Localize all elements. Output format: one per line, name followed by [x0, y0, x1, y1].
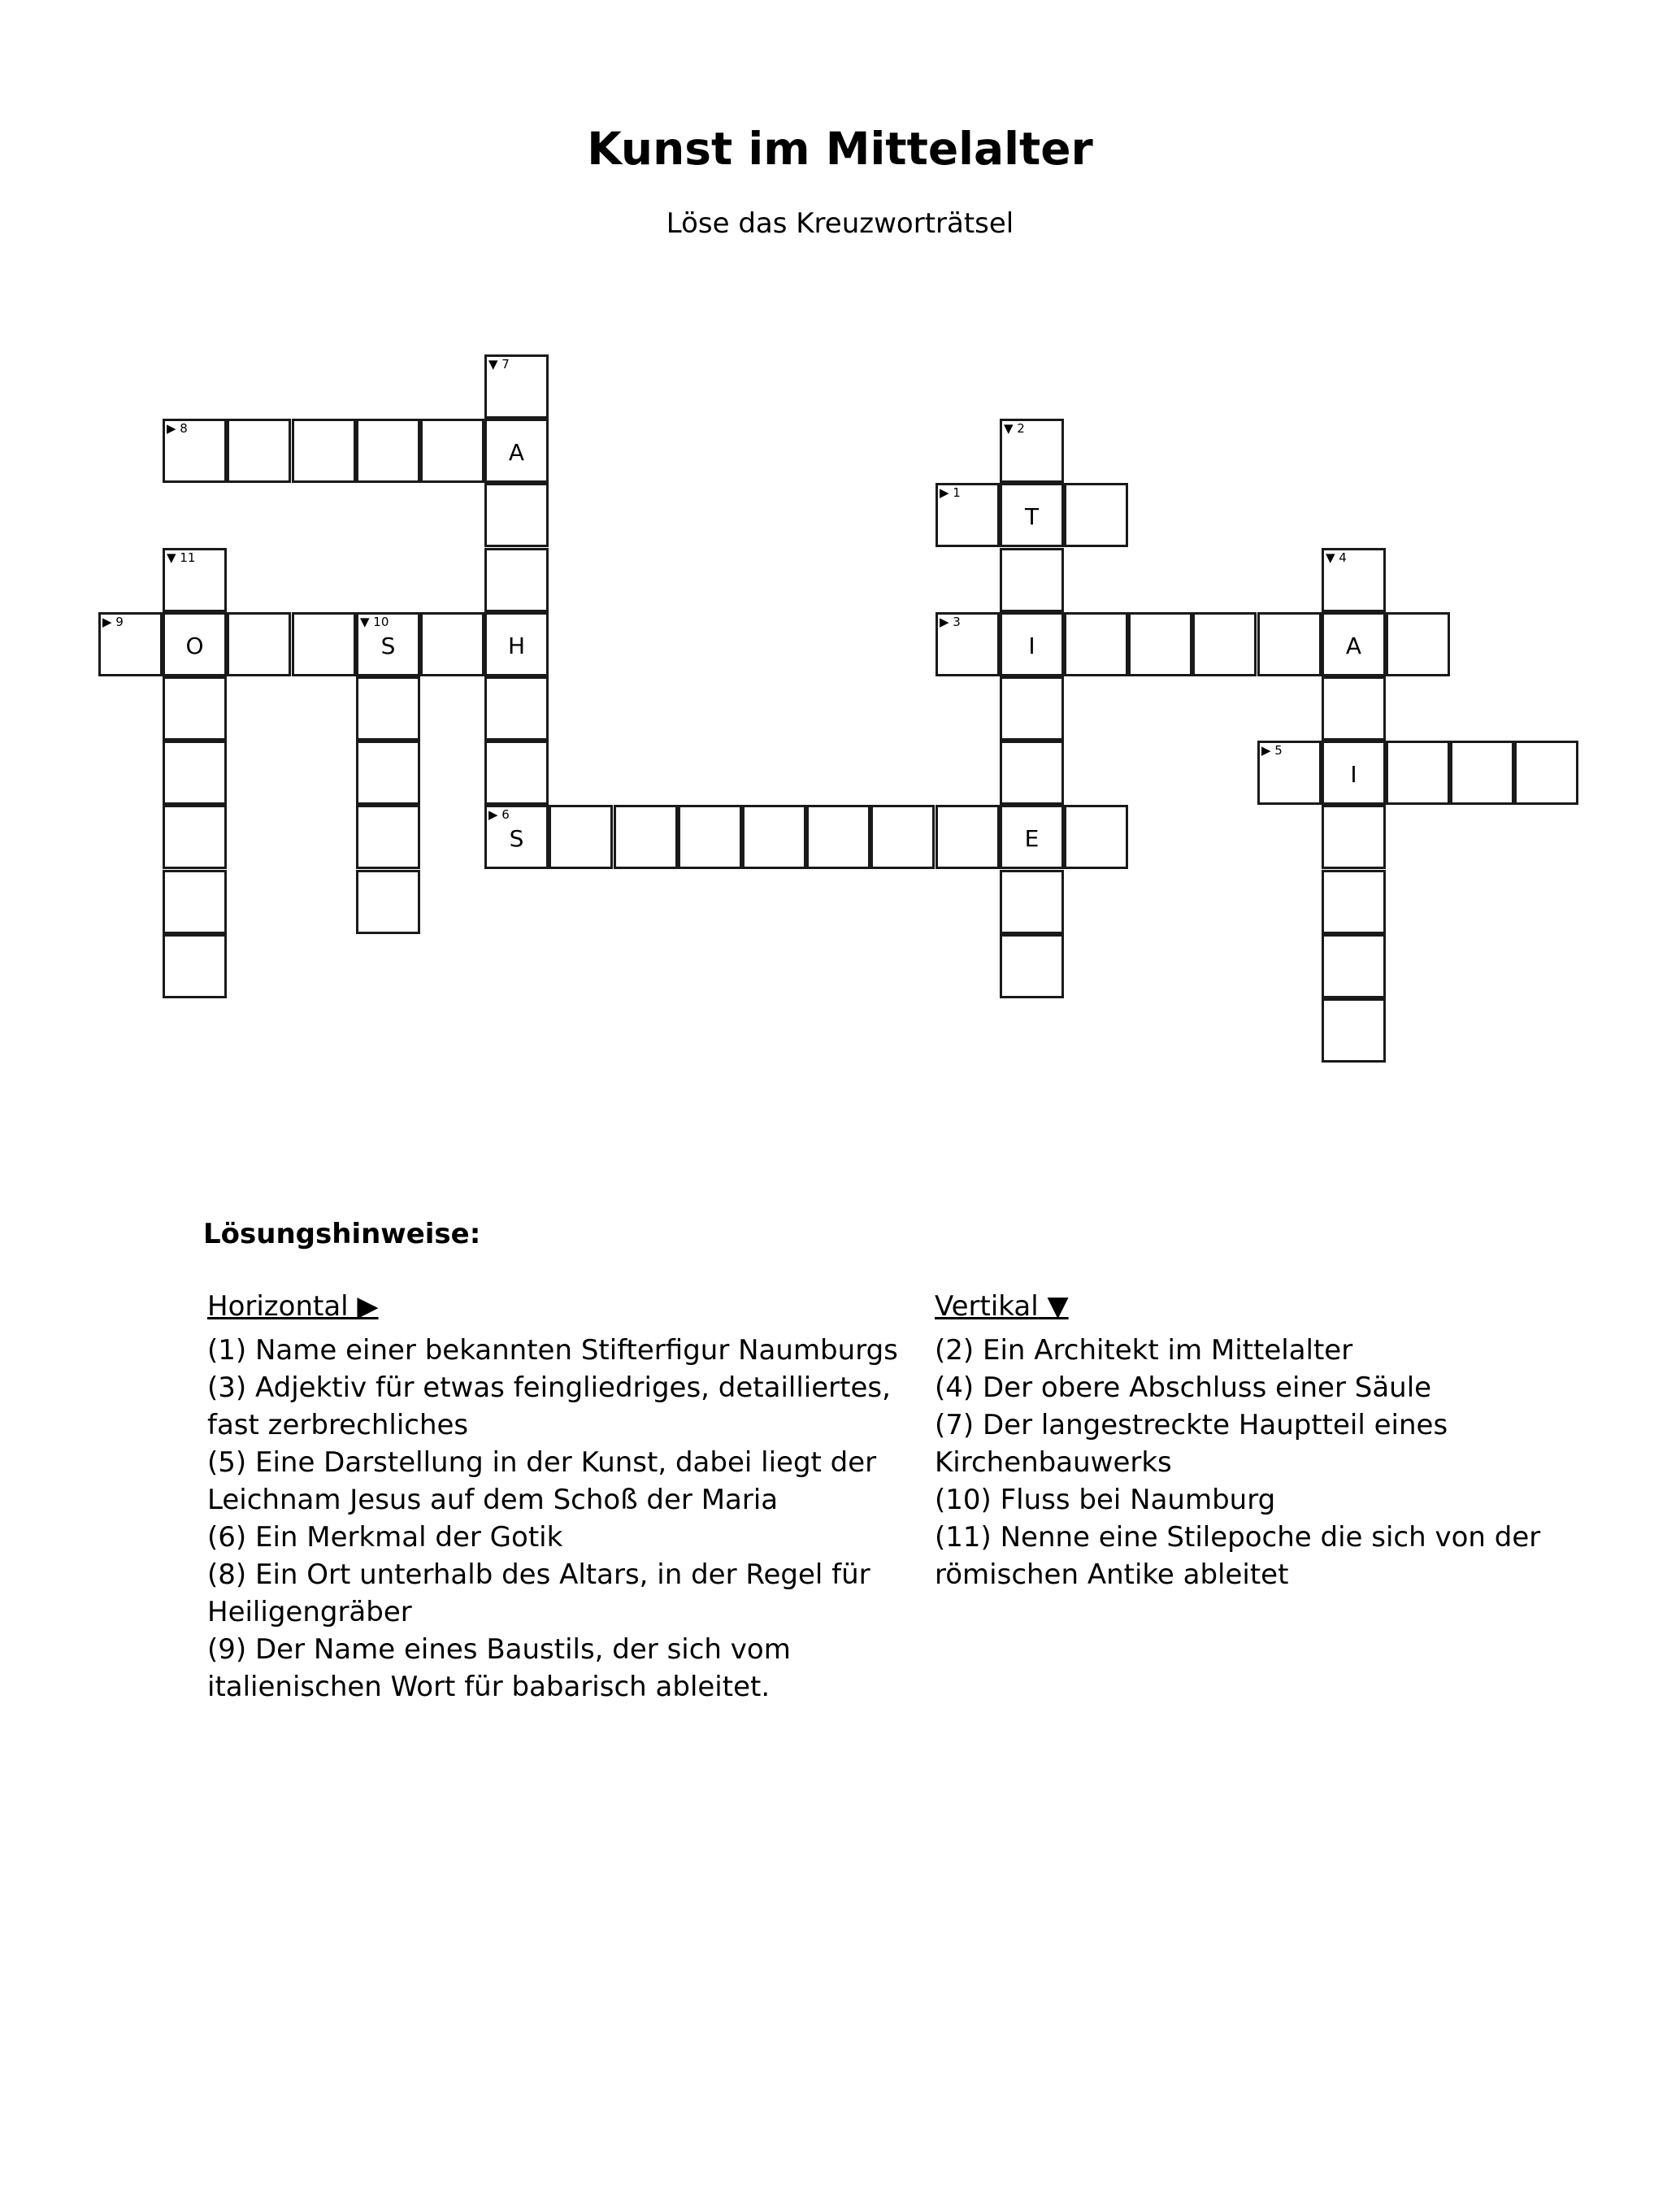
clue-item: (3) Adjektiv für etwas feingliedriges, detailliertes, fast zerbrechliches: [207, 1371, 891, 1441]
vertical-clue-list: [935, 1332, 1585, 1593]
horizontal-clues-column: [207, 1288, 922, 1706]
clue-item: (9) Der Name eines Baustils, der sich vom italienischen Wort für babarisch ableitet.: [207, 1633, 791, 1703]
crossword-cell[interactable]: [163, 870, 227, 934]
clue-item: (10) Fluss bei Naumburg: [935, 1484, 1276, 1516]
cell-letter: T: [1024, 503, 1040, 530]
vertical-label: Vertikal: [935, 1290, 1039, 1323]
crossword-cell[interactable]: [549, 805, 613, 869]
crossword-cell[interactable]: [484, 676, 549, 741]
crossword-cell[interactable]: [1322, 934, 1386, 998]
clue-item: (4) Der obere Abschluss einer Säule: [935, 1371, 1432, 1404]
clue-item: (2) Ein Architekt im Mittelalter: [935, 1334, 1353, 1367]
crossword-cell[interactable]: [163, 934, 227, 998]
clue-item: (6) Ein Merkmal der Gotik: [207, 1521, 563, 1554]
cell-letter: E: [1024, 825, 1040, 852]
arrow-down-icon: ▼: [1047, 1290, 1069, 1323]
crossword-cell[interactable]: [1064, 612, 1128, 676]
crossword-cell[interactable]: [163, 548, 227, 612]
crossword-cell[interactable]: [420, 419, 484, 483]
cell-letter: S: [509, 825, 524, 852]
clue-number: ▶ 8: [167, 421, 188, 436]
crossword-cell[interactable]: [356, 419, 420, 483]
clue-number: ▼ 7: [488, 357, 510, 372]
crossword-cell[interactable]: [1000, 934, 1064, 998]
crossword-cell[interactable]: [484, 741, 549, 805]
crossword-cell[interactable]: [1386, 612, 1450, 676]
crossword-cell[interactable]: [1000, 548, 1064, 612]
cell-letter: I: [1028, 632, 1035, 659]
clue-number: ▼ 10: [360, 615, 389, 629]
crossword-cell[interactable]: [98, 612, 163, 676]
crossword-cell[interactable]: [1000, 419, 1064, 483]
page-subtitle: Löse das Kreuzworträtsel: [666, 207, 1014, 240]
cell-letter: A: [1345, 632, 1362, 659]
crossword-cell[interactable]: [1000, 483, 1064, 547]
crossword-cell[interactable]: [1322, 676, 1386, 741]
crossword-cell[interactable]: [678, 805, 742, 869]
crossword-cell[interactable]: [227, 419, 291, 483]
clue-item: (8) Ein Ort unterhalb des Altars, in der Regel für Heiligengräber: [207, 1558, 870, 1628]
horizontal-label: Horizontal: [207, 1290, 349, 1323]
crossword-cell[interactable]: [1257, 741, 1322, 805]
crossword-cell[interactable]: [163, 676, 227, 741]
cell-letter: S: [380, 632, 396, 659]
crossword-cell[interactable]: [1064, 805, 1128, 869]
crossword-cell[interactable]: [420, 612, 484, 676]
crossword-cell[interactable]: [484, 419, 549, 483]
page-title: Kunst im Mittelalter: [587, 123, 1093, 175]
crossword-cell[interactable]: [484, 354, 549, 419]
clue-item: (11) Nenne eine Stilepoche die sich von der römischen Antike ableitet: [935, 1521, 1541, 1591]
crossword-cell[interactable]: [806, 805, 870, 869]
crossword-cell[interactable]: [484, 805, 549, 869]
clue-number: ▼ 2: [1004, 421, 1025, 436]
crossword-cell[interactable]: [484, 548, 549, 612]
hints-heading: Lösungshinweise:: [203, 1218, 481, 1250]
crossword-cell[interactable]: [1322, 870, 1386, 934]
crossword-cell[interactable]: [356, 870, 420, 934]
crossword-cell[interactable]: [356, 612, 420, 676]
crossword-cell[interactable]: [292, 419, 356, 483]
crossword-cell[interactable]: [1322, 998, 1386, 1063]
cell-letter: A: [508, 439, 525, 466]
clue-number: ▶ 5: [1261, 743, 1283, 758]
crossword-cell[interactable]: [1064, 483, 1128, 547]
crossword-cell[interactable]: [1000, 676, 1064, 741]
crossword-cell[interactable]: [1322, 805, 1386, 869]
clue-number: ▶ 1: [940, 485, 961, 500]
crossword-cell[interactable]: [356, 676, 420, 741]
crossword-cell[interactable]: [163, 741, 227, 805]
crossword-cell[interactable]: [1257, 612, 1322, 676]
crossword-cell[interactable]: [742, 805, 806, 869]
clue-number: ▶ 9: [102, 615, 124, 629]
crossword-cell[interactable]: [1128, 612, 1192, 676]
crossword-cell[interactable]: [1450, 741, 1514, 805]
horizontal-header: [207, 1288, 922, 1325]
clue-item: (7) Der langestreckte Hauptteil eines Kirchenbauwerks: [935, 1409, 1448, 1479]
crossword-cell[interactable]: [356, 741, 420, 805]
crossword-cell[interactable]: [936, 483, 1000, 547]
crossword-cell[interactable]: [1000, 805, 1064, 869]
crossword-cell[interactable]: [292, 612, 356, 676]
crossword-cell[interactable]: [356, 805, 420, 869]
vertical-header: [935, 1288, 1585, 1325]
crossword-cell[interactable]: [1514, 741, 1578, 805]
crossword-cell[interactable]: [1000, 870, 1064, 934]
crossword-cell[interactable]: [1322, 741, 1386, 805]
crossword-cell[interactable]: [1386, 741, 1450, 805]
crossword-cell[interactable]: [1000, 741, 1064, 805]
crossword-cell[interactable]: [870, 805, 935, 869]
crossword-cell[interactable]: [1322, 612, 1386, 676]
crossword-cell[interactable]: [484, 483, 549, 547]
cell-letter: O: [185, 632, 204, 659]
crossword-cell[interactable]: [227, 612, 291, 676]
clue-number: ▼ 4: [1326, 550, 1347, 565]
crossword-cell[interactable]: [163, 612, 227, 676]
crossword-cell[interactable]: [163, 419, 227, 483]
clue-number: ▼ 11: [167, 550, 196, 565]
vertical-clues-column: [935, 1288, 1585, 1593]
cell-letter: I: [1350, 761, 1357, 788]
crossword-cell[interactable]: [484, 612, 549, 676]
crossword-cell[interactable]: [163, 805, 227, 869]
crossword-cell[interactable]: [936, 805, 1000, 869]
crossword-cell[interactable]: [614, 805, 678, 869]
horizontal-clue-list: [207, 1332, 922, 1706]
arrow-right-icon: ▶: [357, 1290, 379, 1323]
crossword-cell[interactable]: [1192, 612, 1257, 676]
cell-letter: H: [507, 632, 526, 659]
clue-item: (5) Eine Darstellung in der Kunst, dabei liegt der Leichnam Jesus auf dem Schoß der Maria: [207, 1446, 877, 1516]
crossword-cell[interactable]: [1000, 612, 1064, 676]
clue-number: ▶ 6: [488, 807, 510, 822]
clue-number: ▶ 3: [940, 615, 961, 629]
crossword-cell[interactable]: [936, 612, 1000, 676]
crossword-cell[interactable]: [1322, 548, 1386, 612]
clue-item: (1) Name einer bekannten Stifterfigur Naumburgs: [207, 1334, 898, 1367]
